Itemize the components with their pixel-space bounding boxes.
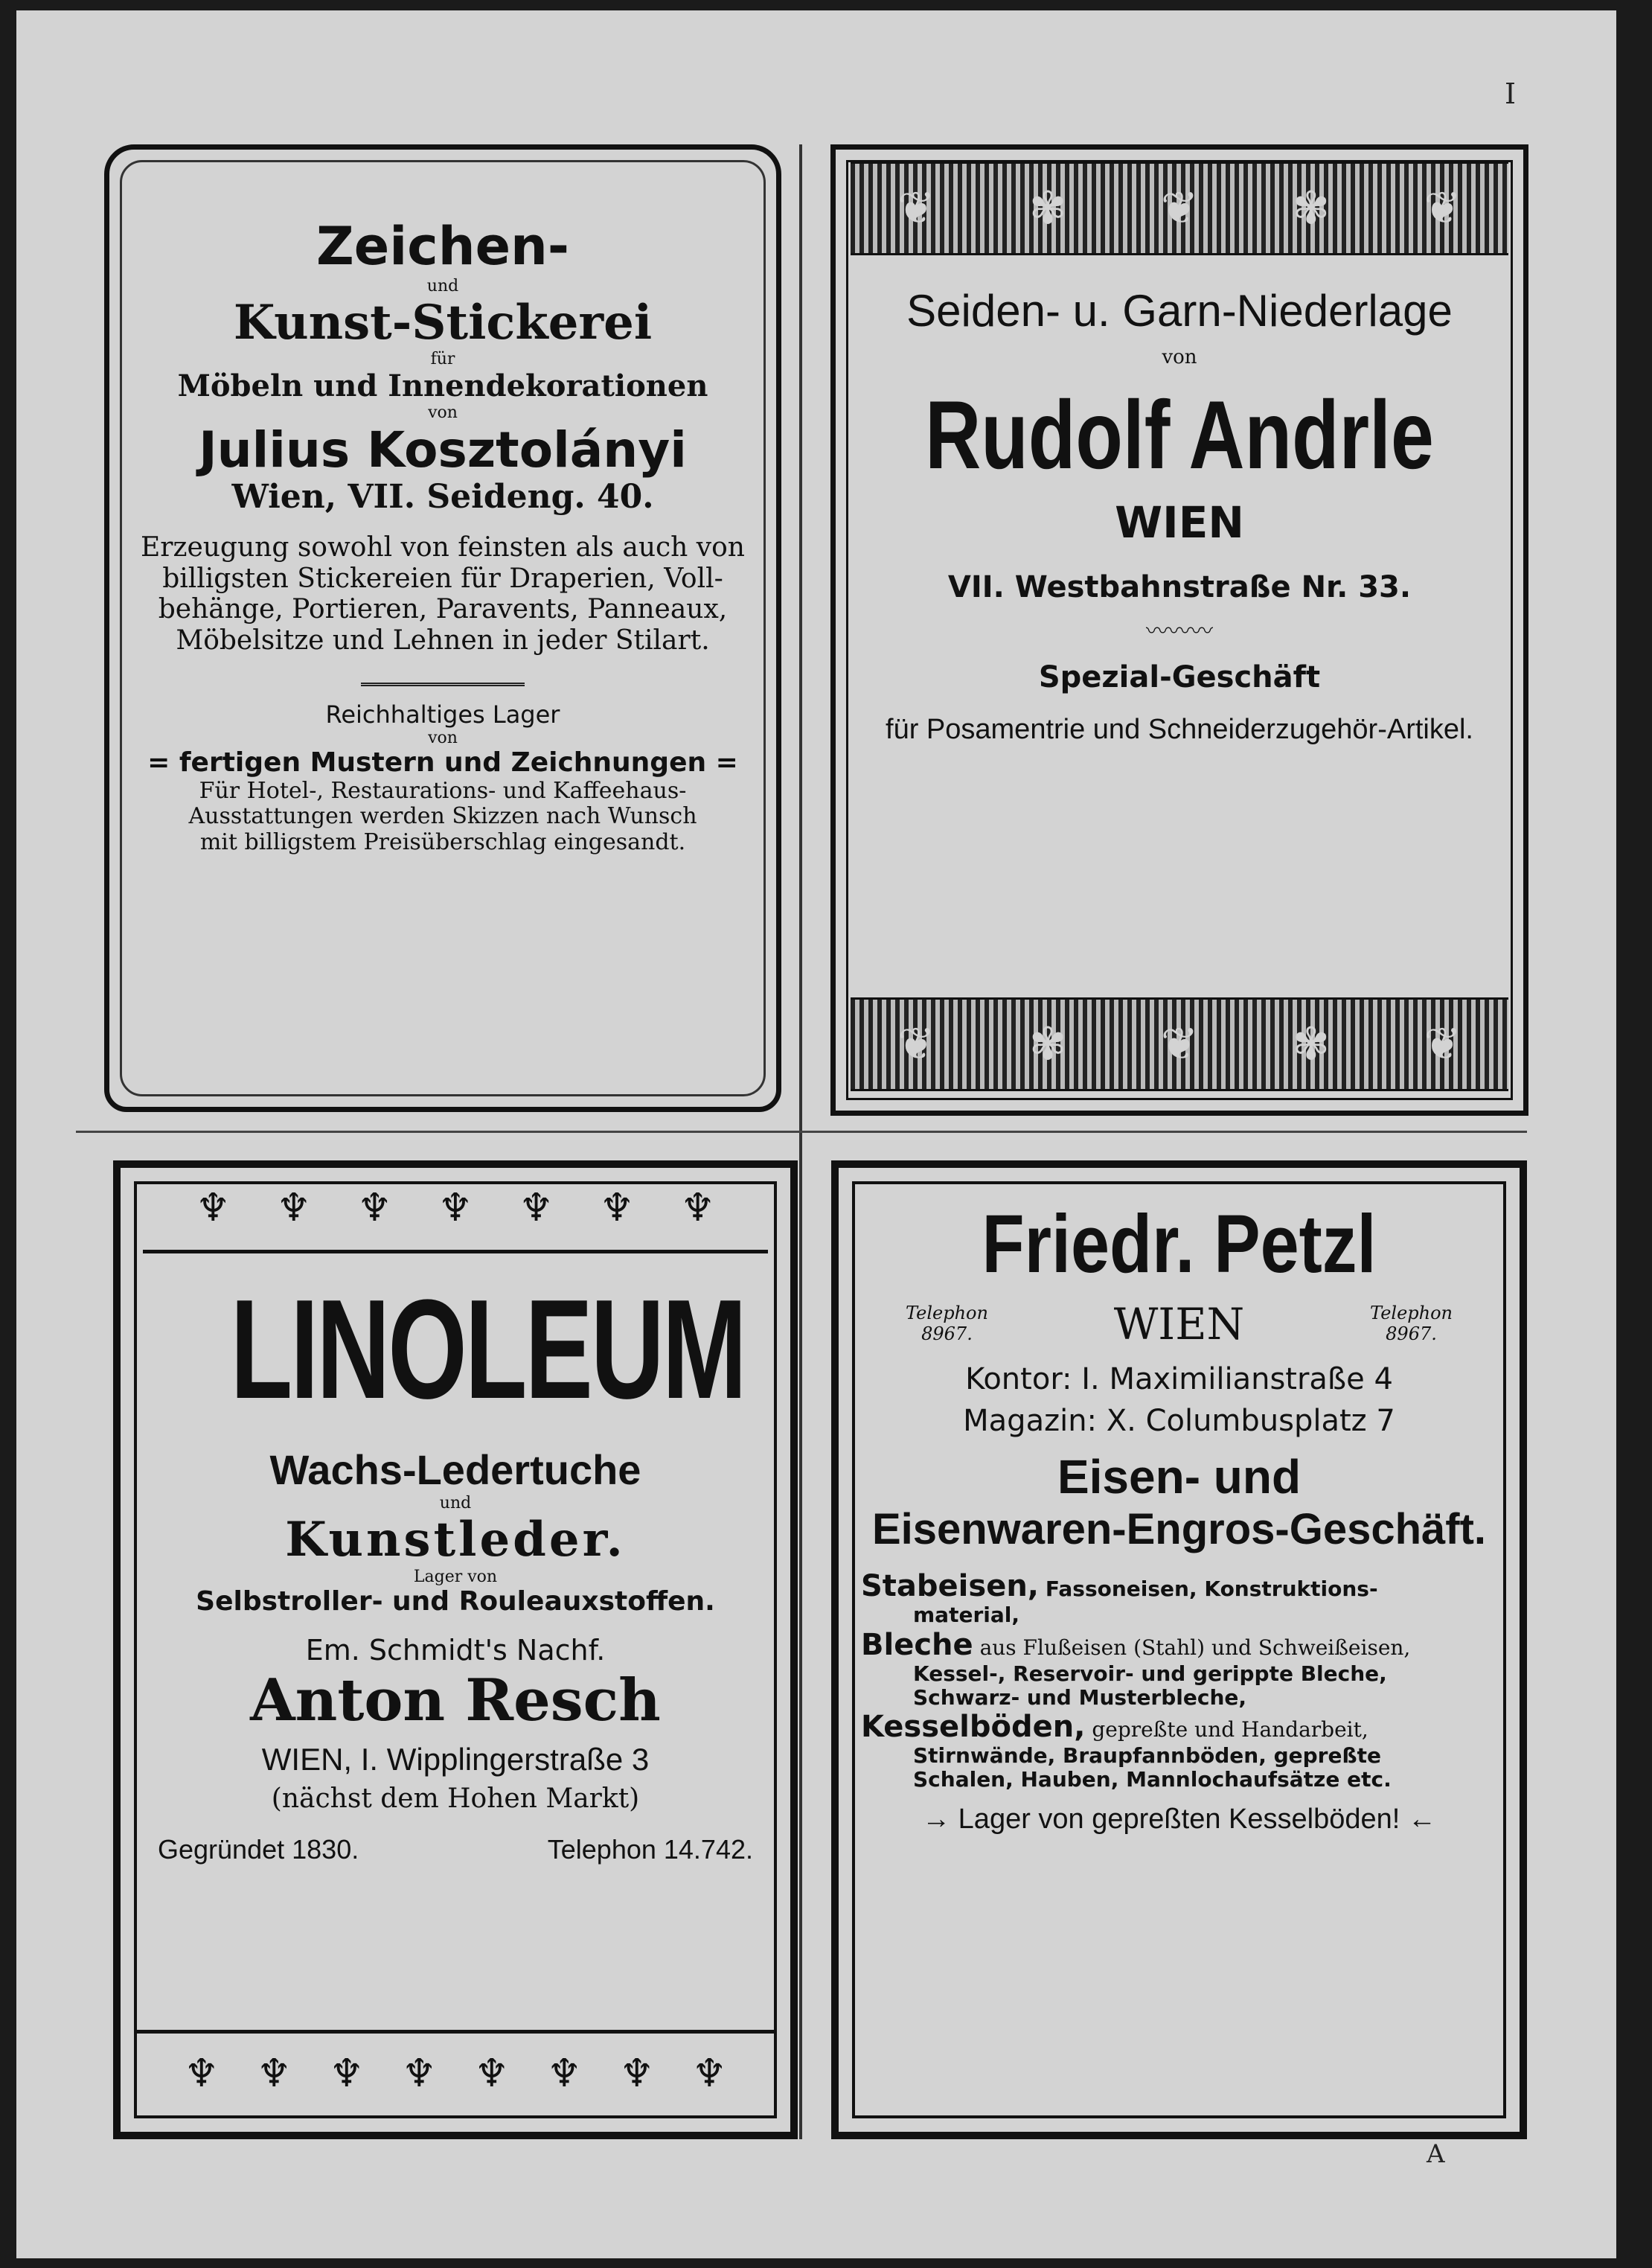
ad1-body-line: Möbelsitze und Lehnen in jeder Stilart. [176, 625, 710, 656]
ad4-city: WIEN [1113, 1298, 1245, 1349]
ad1-footer-line: Ausstattungen werden Skizzen nach Wunsch [188, 803, 697, 830]
ad3-und: und [439, 1493, 472, 1512]
ad2-title: Rudolf Andrle [925, 380, 1434, 489]
ad1-muster-text: fertigen Mustern und Zeichnungen [179, 747, 707, 779]
ad4-stabeisen: Stabeisen, [861, 1569, 1040, 1604]
ad4-title: Friedr. Petzl [982, 1198, 1377, 1290]
ad3-owner: Anton Resch [250, 1667, 661, 1735]
ad2-address: VII. Westbahnstraße Nr. 33. [947, 570, 1412, 605]
page-number: I [1505, 77, 1517, 110]
ad-andrle [830, 144, 1528, 1116]
column-divider [799, 144, 802, 2139]
ad1-body-line: behänge, Portieren, Paravents, Panneaux, [158, 594, 728, 625]
arrow-right-icon: → [922, 1804, 958, 1836]
tilde-divider: 〰〰〰 [1146, 619, 1213, 645]
ad3-lager: Lager von [413, 1567, 498, 1586]
ad2-city: WIEN [1115, 497, 1244, 549]
printer-signature: A [1427, 2139, 1445, 2169]
ad4-schalen: Schalen, Hauben, Mannlochaufsätze etc. [913, 1767, 1392, 1792]
ad1-von: von [428, 403, 458, 422]
ad4-schwarz: Schwarz- und Musterbleche, [913, 1684, 1247, 1710]
ornament-band-bottom: ❦ ✾ ❦ ✾ ❦ [851, 997, 1508, 1091]
ad2-heading: Seiden- u. Garn-Niederlage [906, 286, 1453, 336]
ad2-spezial: Spezial-Geschäft [1038, 659, 1321, 694]
ad1-lager: Reichhaltiges Lager [325, 700, 560, 729]
ad-kosztolanyi [104, 144, 781, 1112]
ad1-von2: von [428, 728, 458, 747]
ad3-kunstleder: Kunstleder. [285, 1512, 626, 1568]
arrow-left-icon: ← [1400, 1804, 1436, 1836]
ad4-fasson: Fassoneisen, Konstruktions- [1045, 1577, 1378, 1602]
double-dash-icon: = [706, 747, 738, 779]
ad4-kontor: Kontor: I. Maximilianstraße 4 [965, 1362, 1393, 1397]
ad3-founded: Gegründet 1830. [158, 1833, 359, 1865]
ad4-inner-frame [852, 1181, 1506, 2118]
ad4-kesselboeden: Kesselböden, [861, 1710, 1086, 1745]
ad1-und: und [426, 276, 459, 296]
ad4-material: material, [913, 1603, 1019, 1628]
ad1-fuer: für [430, 350, 455, 369]
ad3-title: LINOLEUM [230, 1271, 745, 1428]
tulip-row-bottom: ♆ ♆ ♆ ♆ ♆ ♆ ♆ ♆ [135, 2030, 775, 2115]
ad1-body-line: billigsten Stickereien für Draperien, Voll- [162, 563, 723, 594]
ad3-telephone: Telephon 14.742. [547, 1833, 753, 1865]
ad1-footer-line: Für Hotel-, Restaurations- und Kaffeehaus- [199, 777, 687, 804]
ad4-engros: Eisenwaren-Engros-Geschäft. [871, 1504, 1487, 1553]
ad4-bleche: Bleche [861, 1627, 973, 1662]
ad4-tel-label: Telephon [906, 1303, 988, 1324]
double-dash-icon: = [147, 747, 179, 779]
ad3-stoffe: Selbstroller- und Rouleauxstoffen. [196, 1586, 715, 1617]
ornament-band-top: ❦ ✾ ❦ ✾ ❦ [851, 162, 1508, 255]
ad3-subtitle: Wachs-Ledertuche [269, 1446, 641, 1493]
page [16, 10, 1616, 2258]
ad2-inner-frame [846, 160, 1513, 1100]
ad1-address: Wien, VII. Seideng. 40. [231, 477, 654, 516]
ad4-lager-text: Lager von gepreßten Kesselböden! [958, 1804, 1400, 1836]
ad1-title: Kunst-Stickerei [233, 294, 653, 351]
ad1-owner: Julius Kosztolányi [199, 421, 687, 479]
ornamental-frame [120, 160, 766, 1096]
ad2-articles: für Posamentrie und Schneiderzugehör-Artikel. [886, 713, 1473, 745]
ad4-kessel: Kessel-, Reservoir- und gerippte Bleche, [913, 1661, 1387, 1686]
ad4-gepresste: gepreßte und Handarbeit, [1092, 1717, 1368, 1742]
ad4-stirnwaende: Stirnwände, Braupfannböden, gepreßte [913, 1743, 1381, 1769]
ad4-eisen: Eisen- und [1057, 1450, 1302, 1504]
ad4-tel-number: 8967. [921, 1323, 973, 1344]
ad3-address: WIEN, I. Wipplingerstraße 3 [261, 1741, 650, 1777]
ad3-near: (nächst dem Hohen Markt) [271, 1783, 640, 1815]
ad-resch [113, 1160, 798, 2139]
row-divider [76, 1131, 1527, 1133]
ad1-subtitle: Möbeln und Innendekorationen [177, 368, 708, 403]
ad4-tel-label: Telephon [1370, 1303, 1453, 1324]
ad-petzl [831, 1160, 1527, 2139]
ad3-nachf: Em. Schmidt's Nachf. [305, 1634, 606, 1667]
ad1-heading: Zeichen- [316, 216, 569, 277]
ad1-footer-line: mit billigstem Preisüberschlag eingesandt. [199, 828, 686, 855]
ad4-magazin: Magazin: X. Columbusplatz 7 [963, 1404, 1395, 1439]
ad2-von: von [1162, 346, 1197, 368]
ad4-flusseisen: aus Flußeisen (Stahl) und Schweißeisen, [979, 1635, 1411, 1660]
tulip-row-top: ♆ ♆ ♆ ♆ ♆ ♆ ♆ [143, 1168, 768, 1253]
ad4-tel-number: 8967. [1386, 1323, 1437, 1344]
ad1-body-line: Erzeugung sowohl von feinsten als auch von [140, 532, 745, 563]
